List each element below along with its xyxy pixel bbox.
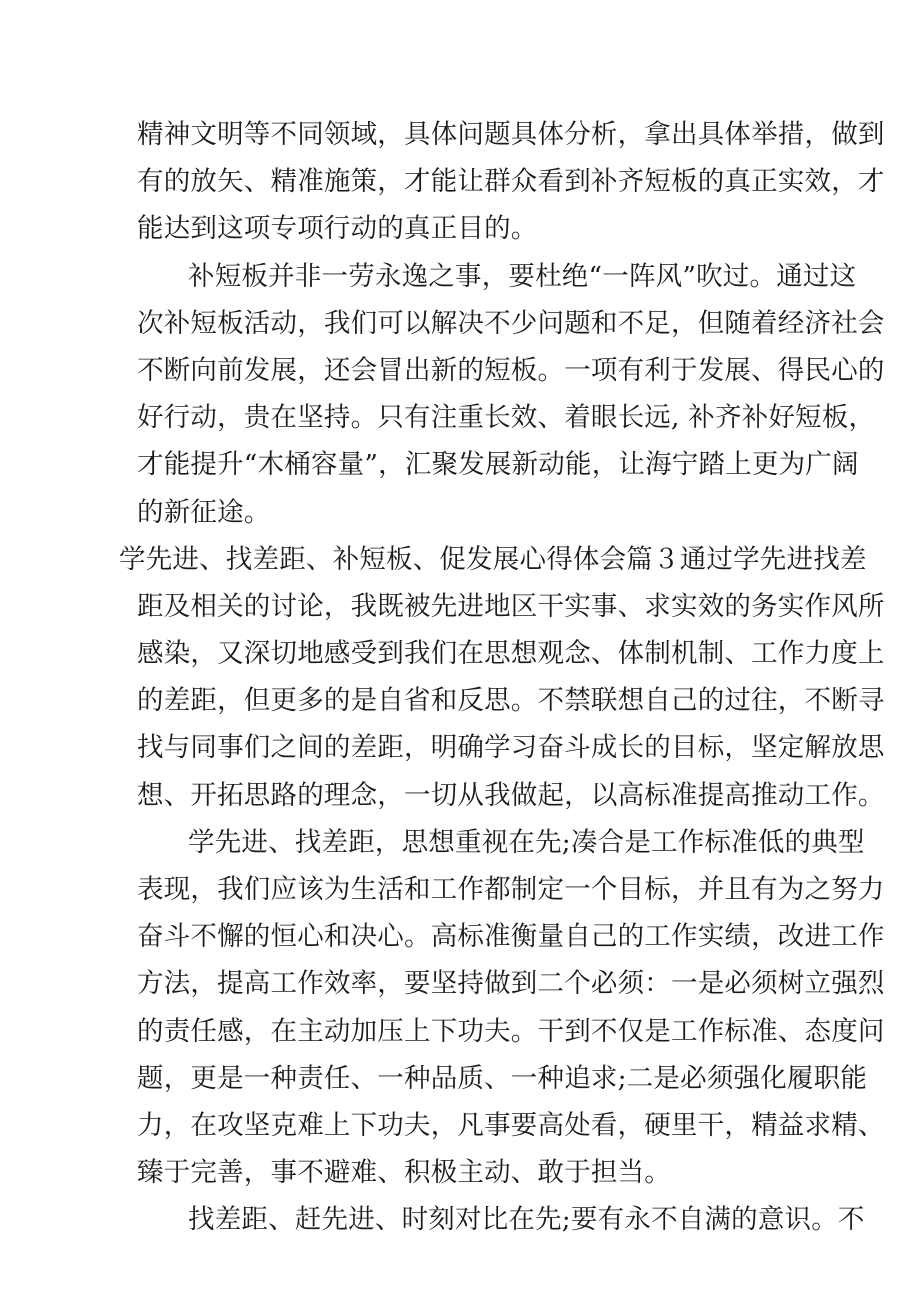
- document-body: [119, 111, 885, 1244]
- text-line: 的新征途。: [137, 496, 271, 528]
- text-line: 奋斗不懈的恒心和决心。高标准衡量自己的工作实绩，改进工作: [137, 921, 885, 953]
- text-line: 感染，又深切地感受到我们在思想观念、体制机制、工作力度上: [137, 638, 885, 670]
- text-line: 臻于完善，事不避难、积极主动、敢于担当。: [137, 1157, 671, 1189]
- text-line: 力，在攻坚克难上下功夫，凡事要高处看，硬里干，精益求精、: [137, 1109, 885, 1141]
- text-line: 题，更是一种责任、一种品质、一种追求;二是必须强化履职能: [137, 1062, 868, 1094]
- text-line: 的差距，但更多的是自省和反思。不禁联想自己的过往，不断寻: [137, 685, 885, 717]
- section-heading-line: 学先进、找差距、补短板、促发展心得体会篇３通过学先进找差: [119, 543, 867, 575]
- text-line: 有的放矢、精准施策，才能让群众看到补齐短板的真正实效，才: [137, 166, 885, 198]
- paragraph-first-line: 找差距、赶先进、时刻对比在先;要有永不自满的意识。不: [188, 1204, 865, 1236]
- text-line: 距及相关的讨论，我既被先进地区干实事、求实效的务实作风所: [137, 590, 885, 622]
- text-line: 的责任感，在主动加压上下功夫。干到不仅是工作标准、态度问: [137, 1015, 885, 1047]
- paragraph-first-line: 补短板并非一劳永逸之事，要杜绝“一阵风”吹过。通过这: [188, 260, 857, 292]
- text-line: 精神文明等不同领域，具体问题具体分析，拿出具体举措，做到: [137, 119, 885, 150]
- text-line: 次补短板活动，我们可以解决不少问题和不足，但随着经济社会: [137, 307, 885, 339]
- text-line: 不断向前发展，还会冒出新的短板。一项有利于发展、得民心的: [137, 354, 885, 386]
- text-line: 好行动，贵在坚持。只有注重长效、着眼长远, 补齐补好短板，: [137, 402, 876, 434]
- text-line: 方法，提高工作效率，要坚持做到二个必须：一是必须树立强烈: [137, 968, 885, 1000]
- text-line: 才能提升“木桶容量”，汇聚发展新动能，让海宁踏上更为广阔: [137, 449, 859, 481]
- text-line: 表现，我们应该为生活和工作都制定一个目标，并且有为之努力: [137, 874, 885, 905]
- text-line: 能达到这项专项行动的真正目的。: [137, 213, 538, 245]
- text-line: 找与同事们之间的差距，明确学习奋斗成长的目标，坚定解放思: [137, 732, 885, 764]
- text-line: 想、开拓思路的理念，一切从我做起，以高标准提高推动工作。: [137, 779, 885, 811]
- paragraph-first-line: 学先进、找差距，思想重视在先;凑合是工作标准低的典型: [188, 826, 865, 858]
